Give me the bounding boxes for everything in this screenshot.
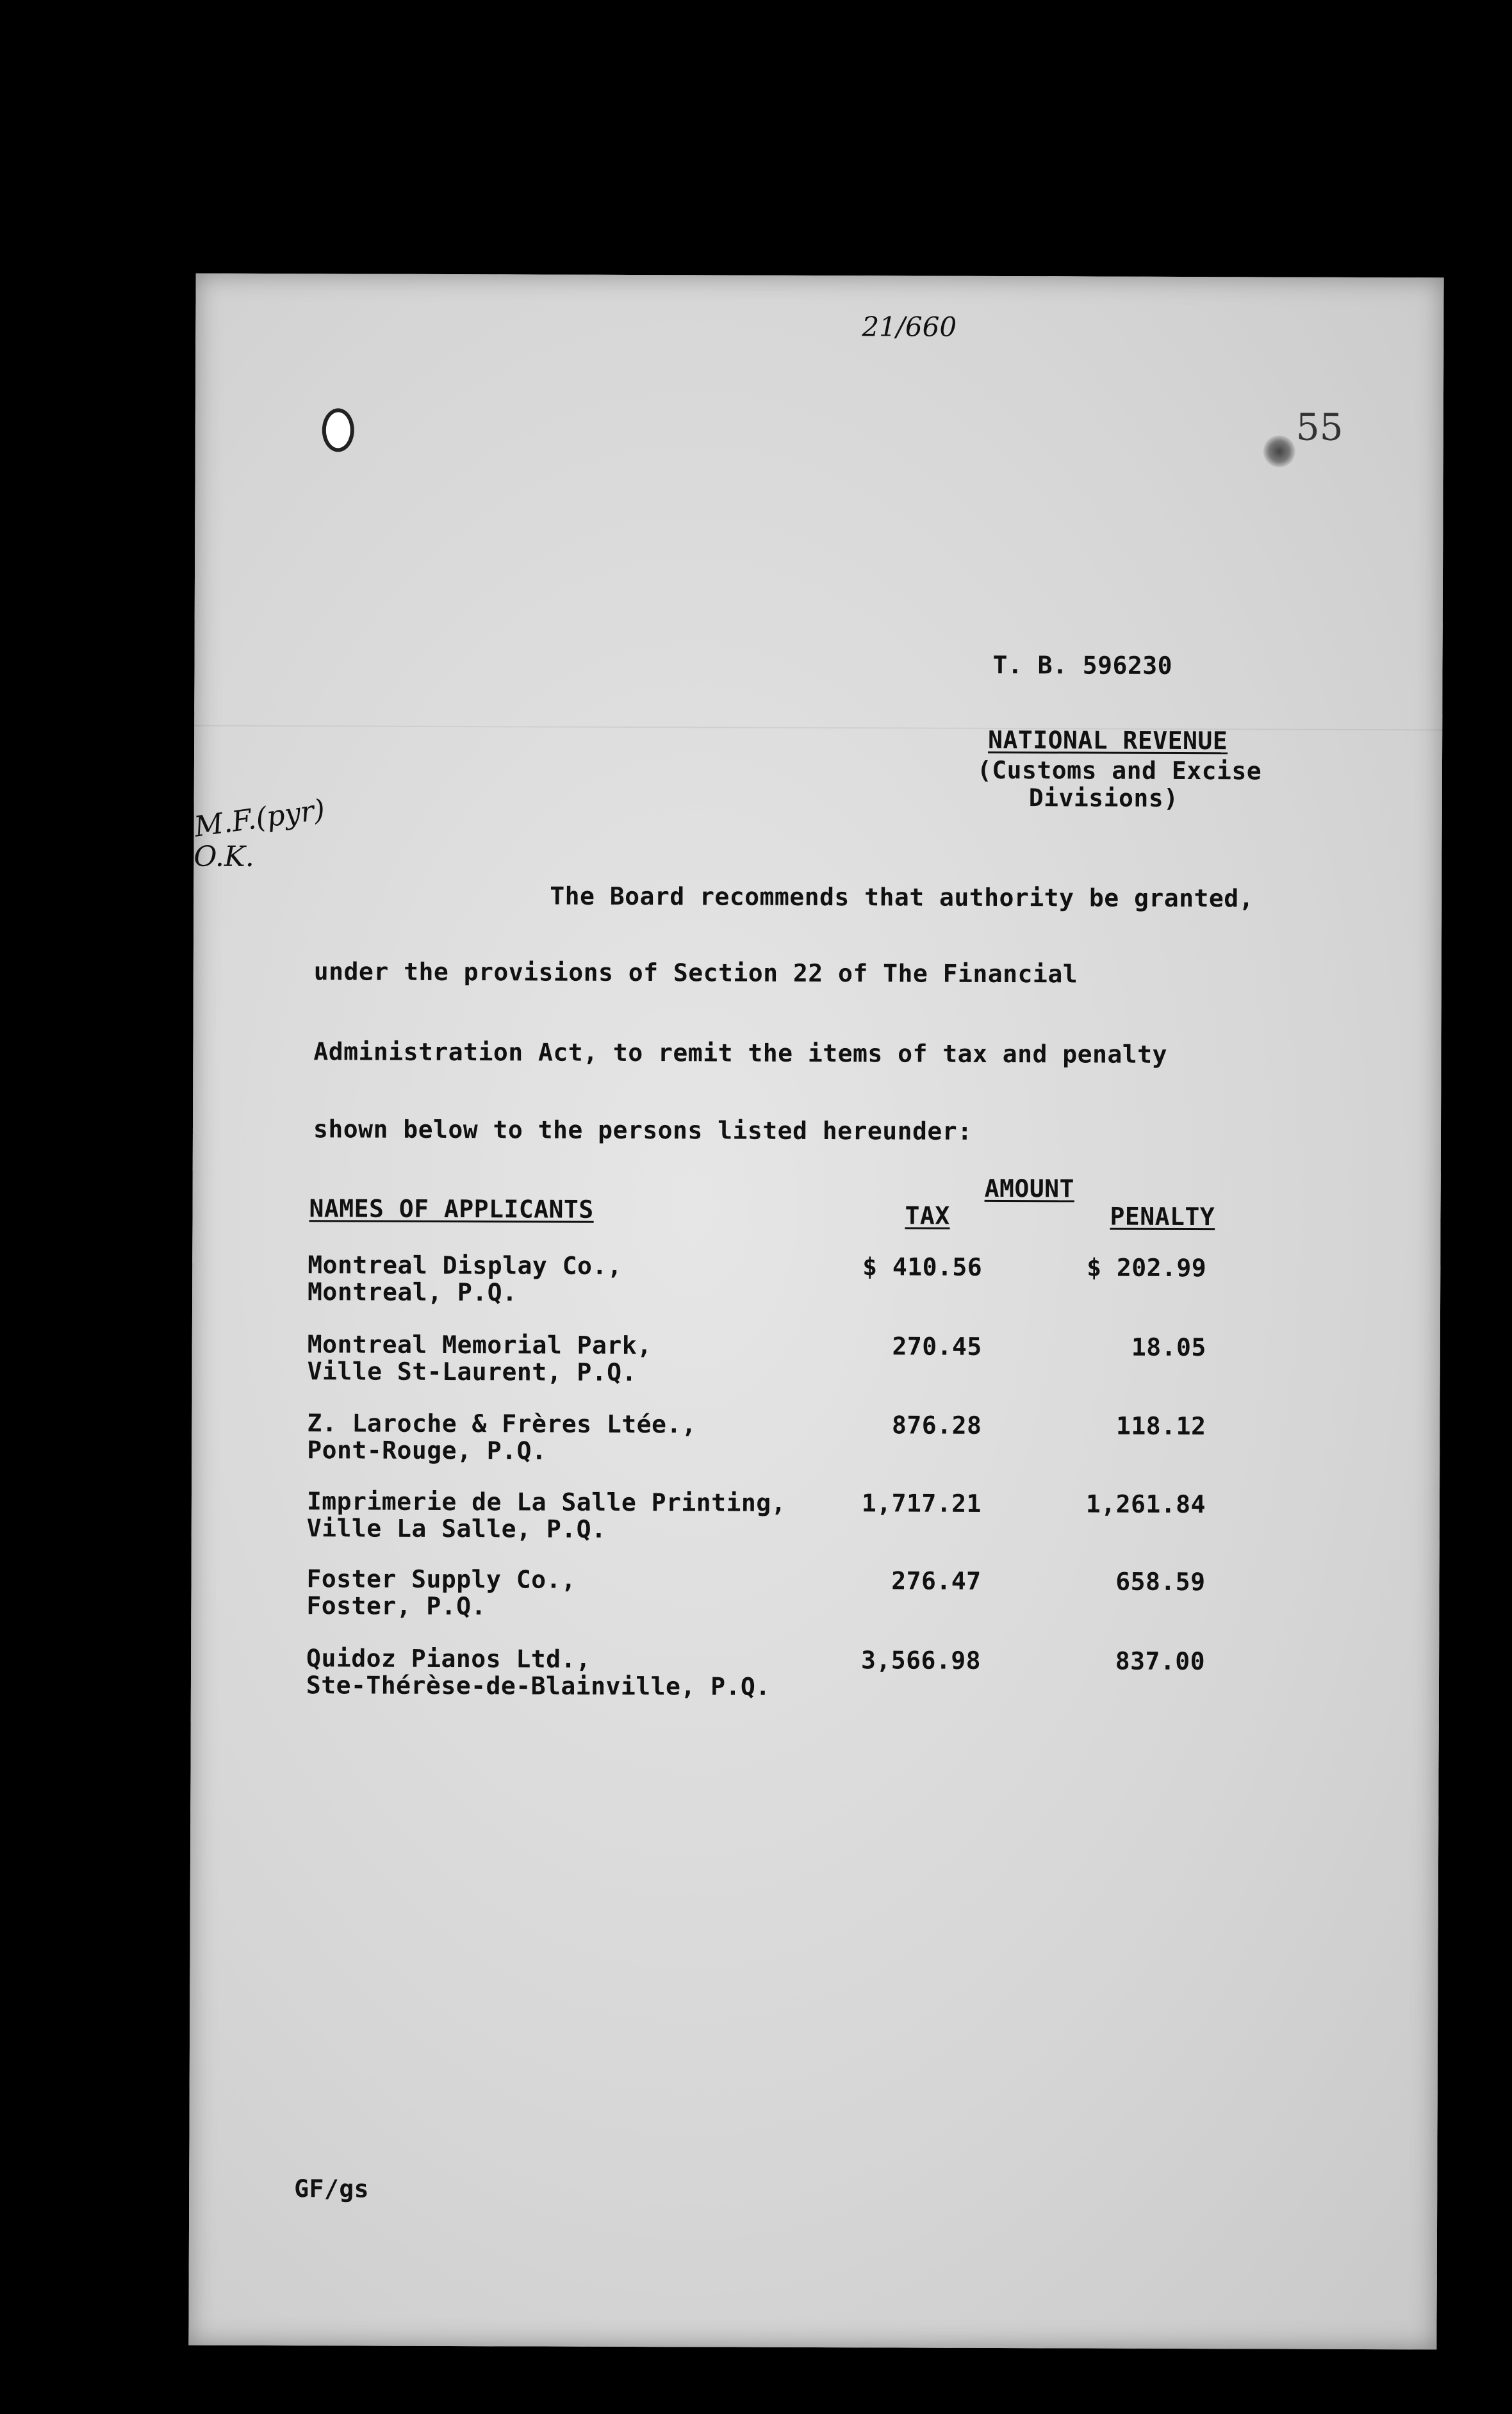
- row-3-place: Pont-Rouge, P.Q.: [307, 1436, 547, 1465]
- row-4-tax: 1,717.21: [861, 1489, 982, 1518]
- tb-number: T. B. 596230: [992, 650, 1173, 680]
- row-3-tax: 876.28: [892, 1411, 982, 1440]
- header-tax: TAX: [905, 1201, 950, 1230]
- department-name: NATIONAL REVENUE: [988, 725, 1228, 755]
- paragraph-line-1: The Board recommends that authority be granted,: [550, 882, 1254, 913]
- handwritten-file-number: 21/660: [862, 311, 957, 343]
- row-5-name: Foster Supply Co.,: [306, 1564, 577, 1594]
- department-line2: (Customs and Excise: [976, 755, 1262, 785]
- row-5-tax: 276.47: [891, 1566, 982, 1595]
- row-3-penalty: 118.12: [1116, 1411, 1206, 1441]
- header-names: NAMES OF APPLICANTS: [309, 1194, 594, 1224]
- paragraph-line-4: shown below to the persons listed hereunder:: [313, 1115, 973, 1145]
- bleed-through-line: [194, 725, 1442, 731]
- typist-initials: GF/gs: [294, 2174, 370, 2203]
- header-penalty: PENALTY: [1110, 1202, 1215, 1231]
- row-3-name: Z. Laroche & Frères Ltée.,: [307, 1409, 697, 1439]
- row-6-place: Ste-Thérèse-de-Blainville, P.Q.: [306, 1671, 771, 1701]
- row-2-name: Montreal Memorial Park,: [307, 1330, 652, 1360]
- header-amount: AMOUNT: [984, 1174, 1075, 1203]
- row-1-penalty: $ 202.99: [1087, 1253, 1207, 1283]
- row-5-place: Foster, P.Q.: [306, 1591, 487, 1621]
- document-page: [188, 274, 1443, 2350]
- row-4-name: Imprimerie de La Salle Printing,: [306, 1487, 787, 1517]
- row-4-penalty: 1,261.84: [1085, 1490, 1206, 1519]
- row-5-penalty: 658.59: [1115, 1567, 1206, 1597]
- paragraph-line-2: under the provisions of Section 22 of The Financial: [313, 957, 1078, 989]
- handwritten-margin-note-1: M.F.(pyr): [192, 793, 327, 844]
- ink-smudge: [1263, 435, 1295, 467]
- row-1-tax: $ 410.56: [862, 1252, 983, 1281]
- row-6-name: Quidoz Pianos Ltd.,: [306, 1644, 591, 1673]
- paragraph-line-3: Administration Act, to remit the items of tax and penalty: [313, 1037, 1168, 1069]
- row-1-place: Montreal, P.Q.: [308, 1277, 518, 1307]
- row-6-tax: 3,566.98: [860, 1646, 982, 1675]
- row-4-place: Ville La Salle, P.Q.: [306, 1514, 607, 1543]
- page-number: 55: [1295, 405, 1344, 449]
- handwritten-margin-note-2: O.K.: [193, 840, 254, 873]
- department-line3: Divisions): [1028, 784, 1179, 812]
- row-2-place: Ville St-Laurent, P.Q.: [307, 1357, 637, 1387]
- row-1-name: Montreal Display Co.,: [308, 1251, 623, 1280]
- row-2-tax: 270.45: [892, 1332, 982, 1361]
- row-2-penalty: 18.05: [1131, 1333, 1206, 1362]
- punch-hole: [322, 408, 354, 452]
- row-6-penalty: 837.00: [1115, 1646, 1206, 1676]
